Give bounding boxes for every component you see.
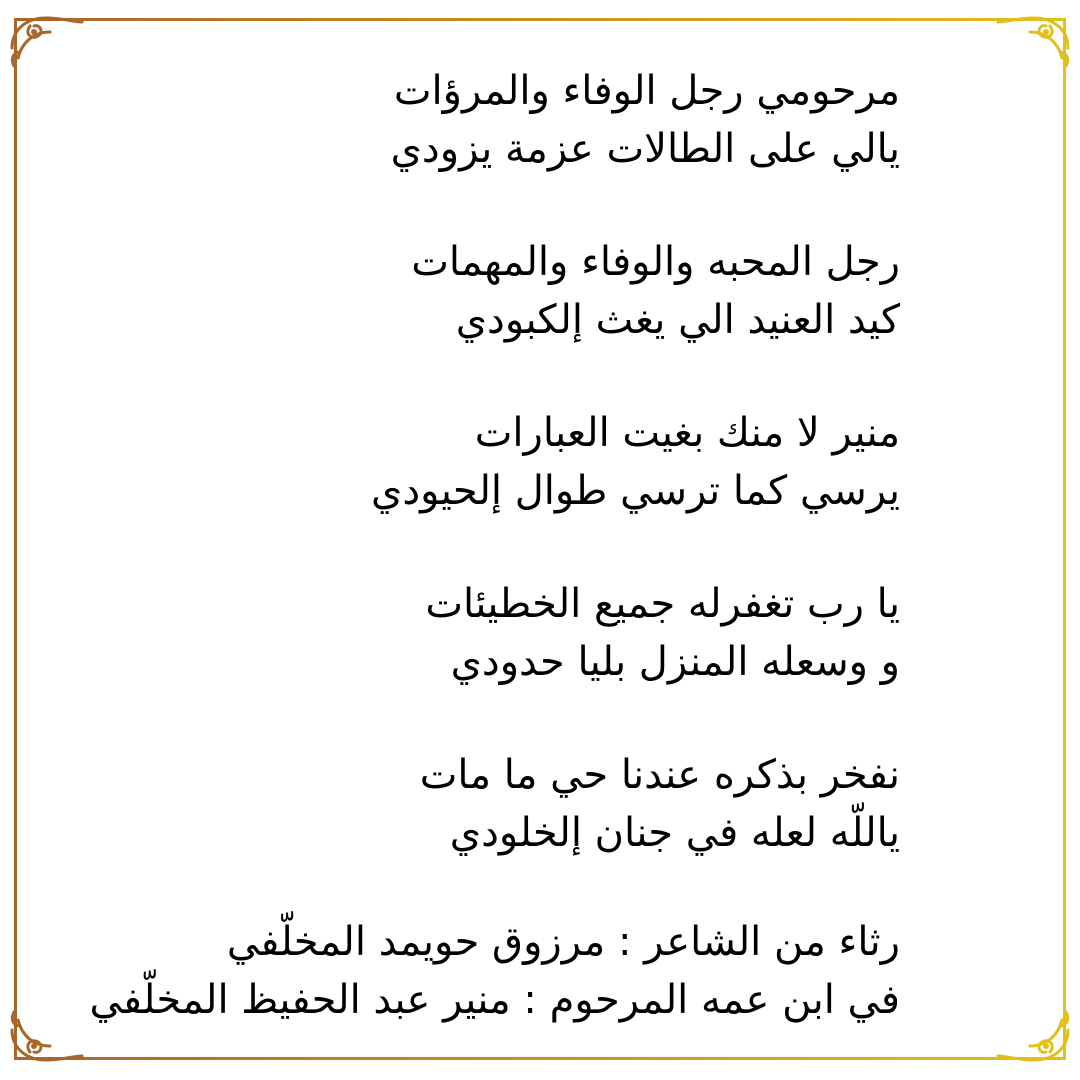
stanza xyxy=(180,62,900,178)
poem-line: و وسعله المنزل بليا حدودي xyxy=(450,639,900,685)
poem-line: مرحومي رجل الوفاء والمرؤات xyxy=(393,68,900,114)
ornament-corner-top-right-icon xyxy=(996,8,1076,68)
ornament-corner-top-left-icon xyxy=(4,8,84,68)
poem-line: يا رب تغفرله جميع الخطيئات xyxy=(425,581,900,627)
stanza xyxy=(180,575,900,691)
credit-poet-line: رثاء من الشاعر : مرزوق حويمد المخلّفي xyxy=(226,919,900,965)
stanza xyxy=(180,233,900,349)
credit-dedication-line: في ابن عمه المرحوم : منير عبد الحفيظ المخلّفي xyxy=(89,977,900,1023)
poem-line: يالي على الطالات عزمة يزودي xyxy=(390,126,900,172)
poem-line: رجل المحبه والوفاء والمهمات xyxy=(411,239,900,285)
poem-line: يرسي كما ترسي طوال إلحيودي xyxy=(371,468,900,514)
poem-line: كيد العنيد الي يغث إلكبودي xyxy=(455,297,900,343)
stanza xyxy=(180,404,900,520)
poem xyxy=(89,62,900,1029)
poem-line: ياللّه لعله في جنان إلخلودي xyxy=(449,810,900,856)
poem-line: منير لا منك بغيت العبارات xyxy=(474,410,900,456)
poem-credit xyxy=(89,913,900,1029)
poem-line: نفخر بذكره عندنا حي ما مات xyxy=(419,752,900,798)
stanza xyxy=(180,746,900,862)
ornament-corner-bottom-left-icon xyxy=(4,1010,84,1070)
ornament-corner-bottom-right-icon xyxy=(996,1010,1076,1070)
